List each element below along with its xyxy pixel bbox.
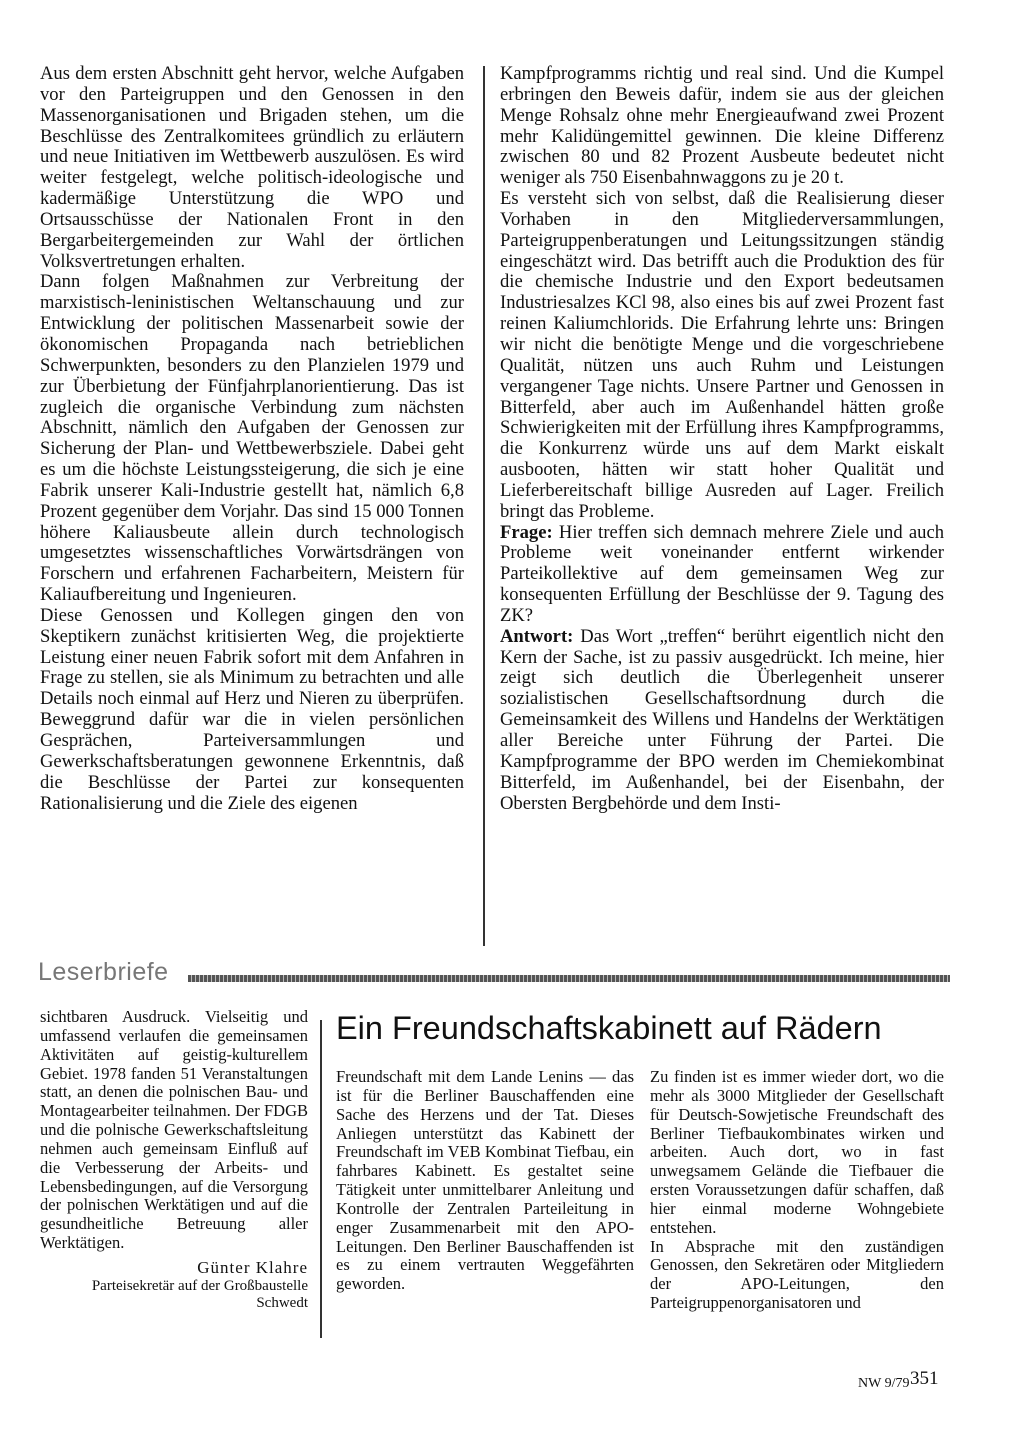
article-column-left [40,64,464,814]
letter-column-1 [336,1068,634,1294]
section-rule [188,975,950,982]
letter-continued [40,1008,308,1312]
answer-text: Das Wort „treffen“ berührt eigentlich nicht den Kern der Sache, ist zu passiv ausgedrückt. Ich meine, hier zeigt sich deutlich die Überlegenheit unserer sozialistischen Gesellschaftsordnung durch die Gemeinsamkeit des Willens und Handelns der Werktätigen aller Bereiche unter Führung der Partei. Die Kampfprogramme der BPO werden im Chemiekombinat Bitterfeld, im Außenhandel, bei der Eisenbahn, der Obersten Bergbehörde und dem Insti- [500,625,944,814]
signature [40,1259,308,1312]
paragraph: In Absprache mit den zuständigen Genossen, den Sekretären oder Mitgliedern der APO-Leitungen, den Parteigruppenorganisatoren und [650,1236,944,1313]
paragraph: Diese Genossen und Kollegen gingen den von Skeptikern zunächst kritisierten Weg, die projektierte Leistung einer neuen Fabrik sofort mit dem Anfahren in Frage zu stellen, sie als Minimum zu betrachten und alle Details noch einmal auf Herz und Nieren zu überprüfen. Beweggrund dafür war die in vielen persönlichen Gesprächen, Parteiversammlungen und Gewerkschaftsberatungen gewonnene Erkenntnis, daß die Beschlüsse der Partei zur konsequenten Rationalisierung und die Ziele des eigenen [40,604,464,814]
paragraph: Aus dem ersten Abschnitt geht hervor, welche Aufgaben vor den Parteigruppen und den Genossen in den Massenorganisationen und Brigaden stehen, um die Beschlüsse des Zentralkomitees gründlich zu erläutern und neue Initiativen im Wettbewerb auszulösen. Es wird weiter festgelegt, welche politisch-ideologische und kadermäßige Unterstützung die WPO und Ortsausschüsse der Nationalen Front in den Bergarbeitergemeinden zur Wahl der örtlichen Volksvertretungen erhalten. [40,63,464,272]
page-number: 351 [910,1368,939,1389]
letter-column-2 [650,1068,944,1313]
letter-headline: Ein Freundschaftskabinett auf Rädern [336,1010,882,1046]
section-header [38,958,950,992]
paragraph: sichtbaren Ausdruck. Vielseitig und umfassend verlaufen die gemeinsamen Aktivitäten auf geistig-kulturellem Gebiet. 1978 fanden 51 Veranstaltungen statt, an denen die polnischen Bau- und Montagearbeiter teilnahmen. Der FDGB und die polnische Gewerkschaftsleitung nehmen auch gemeinsam Einfluß auf die Verbesserung der Arbeits- und Lebensbedingungen, auf die Versorgung der polnischen Werktätigen und auf die gesundheitliche Betreuung aller Werktätigen. [40,1007,308,1253]
paragraph: Freundschaft mit dem Lande Lenins — das ist für die Berliner Bauschaffenden eine Sache des Herzens und der Tat. Dieses Anliegen unterstützt das Kabinett der Freundschaft im VEB Kombinat Tiefbau, ein fahrbares Kabinett. Es gestaltet seine Tätigkeit unter unmittelbarer Anleitung und Kontrolle der Zentralen Parteileitung in enger Zusammenarbeit mit den APO-Leitungen. Den Berliner Bauschaffenden ist es zu einem vertrauten Weggefährten geworden. [336,1067,634,1294]
paragraph: Zu finden ist es immer wieder dort, wo die mehr als 3000 Mitglieder der Gesellschaft für Deutsch-Sowjetische Freundschaft des Berliner Tiefbaukombinates wirken und arbeiten. Auch dort, wo in fast unwegsamem Gelände die Tiefbauer die ersten Voraussetzungen dafür schaffen, daß hier einmal moderne Wohngebiete entstehen. [650,1067,944,1237]
paragraph: Es versteht sich von selbst, daß die Realisierung dieser Vorhaben in den Mitgliederversammlungen, Parteigruppenberatungen und Leitungssitzungen ständig eingeschätzt wird. Das betrifft auch die Produktion des für die chemische Industrie und den Export bedeutsamen Industriesalzes KCl 98, also eines bis auf zwei Prozent fast reinen Kaliumchlorids. Die Erfahrung lehrte uns: Bringen wir nicht die benötigte Menge und die vorgeschriebene Qualität, nützen uns auch Ruhm und Leistungen vergangener Tage nichts. Unsere Partner und Genossen in Bitterfeld, aber auch im Außenhandel hätten große Schwierigkeiten mit der Erfüllung ihres Kampfprogramms, die Konkurrenz würde uns auf dem Markt eiskalt ausbooten, hätten wir statt hoher Qualität und Lieferbereitschaft billige Ausreden auf Lager. Freilich bringt das Probleme. [500,188,944,522]
column-divider [320,1020,322,1338]
question-text: Hier treffen sich demnach mehrere Ziele und auch Probleme weit voneinander entfernt wirkender Parteikollektive auf dem gemeinsamen Weg zur konsequenten Erfüllung der Beschlüsse der 9. Tagung des ZK? [500,521,944,626]
column-divider [483,66,485,946]
answer-label: Antwort: [500,625,574,647]
question-label: Frage: [500,521,553,543]
issue-code: NW 9/79 [858,1376,910,1391]
question-paragraph [500,523,944,627]
section-title: Leserbriefe [38,958,169,986]
paragraph: Kampfprogramms richtig und real sind. Und die Kumpel erbringen den Beweis dafür, indem sie aus der gleichen Menge Rohsalz ohne mehr Energieaufwand zwei Prozent mehr Kalidüngemittel gewinnen. Die kleine Differenz zwischen 80 und 82 Prozent Ausbeute bedeutet nicht weniger als 750 Eisenbahnwaggons zu je 20 t. [500,63,944,189]
answer-paragraph [500,627,944,815]
article-column-right [500,64,944,814]
author-name: Günter Klahre [197,1257,308,1277]
paragraph: Dann folgen Maßnahmen zur Verbreitung der marxistisch-leninistischen Weltanschauung und zur Entwicklung der politischen Massenarbeit sowie der ökonomischen Propaganda nach betrieblichen Schwerpunkten, besonders zu den Planzielen 1979 und zur Überbietung der Fünfjahrplanorientierung. Das ist zugleich die organische Verbindung zum nächsten Abschnitt, nämlich den Aufgaben der Genossen zur Sicherung der Plan- und Wettbewerbsziele. Dabei geht es um die höchste Leistungssteigerung, die sich je eine Fabrik unserer Kali-Industrie gestellt hat, nämlich 6,8 Prozent gegenüber dem Vorjahr. Das sind 15 000 Tonnen höhere Kaliausbeute allein durch technologisch umgesetztes wissenschaftliches Vorwärtsdrängen von Forschern und erfahrenen Facharbeitern, Meistern für Kaliaufbereitung und Ingenieuren. [40,271,464,606]
author-role: Parteisekretär auf der Großbaustelle Schwedt [91,1277,308,1311]
